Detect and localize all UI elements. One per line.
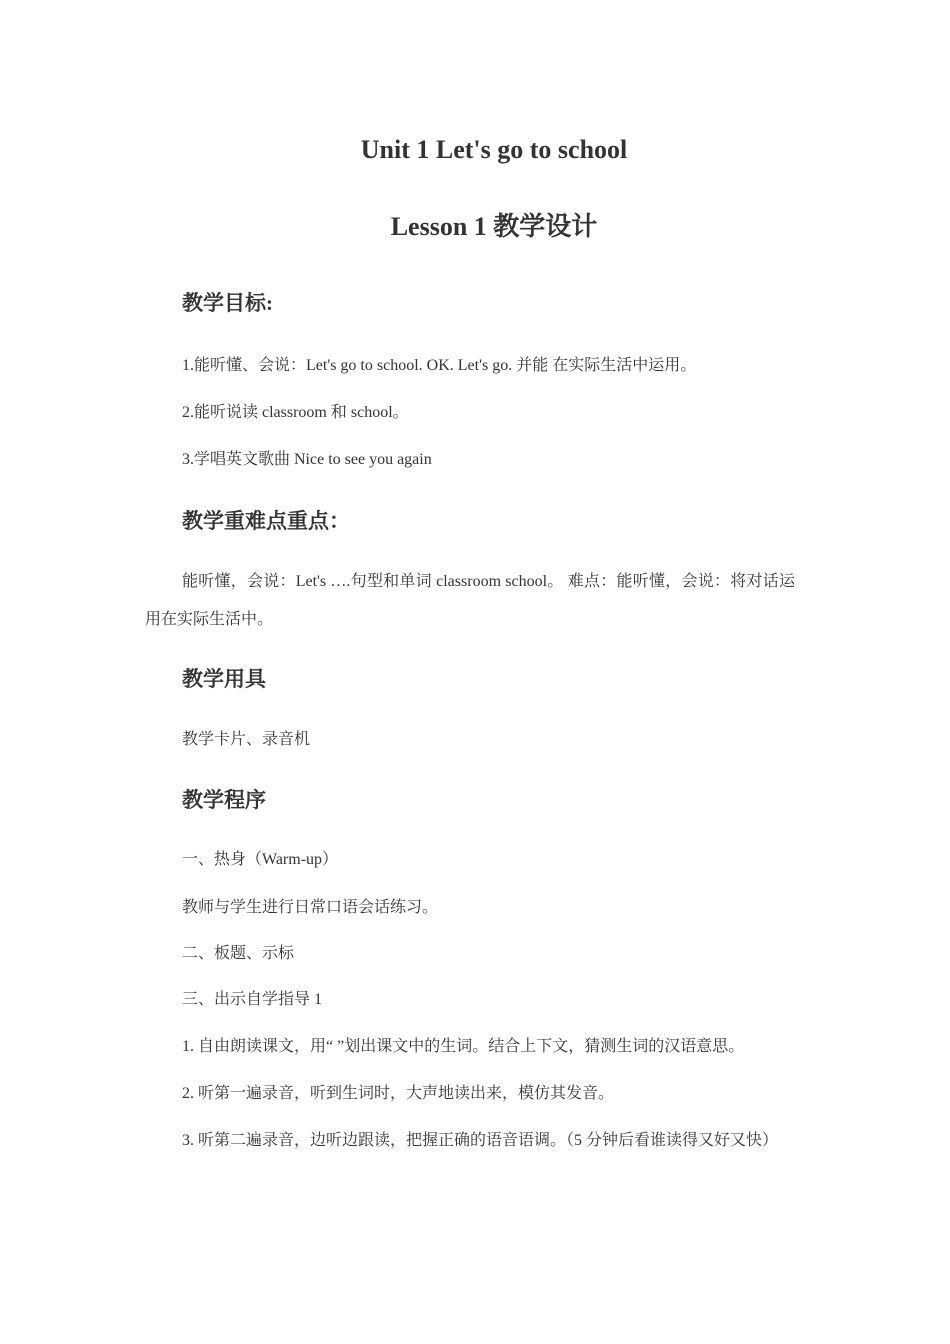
objective-item-2: 2.能听说读 classroom 和 school。 bbox=[182, 404, 409, 421]
objective-item-3: 3.学唱英文歌曲 Nice to see you again bbox=[182, 451, 432, 468]
key-points-heading: 教学重难点重点： bbox=[182, 509, 350, 533]
tools-heading: 教学用具 bbox=[182, 667, 266, 691]
objectives-heading: 教学目标: bbox=[182, 291, 273, 315]
procedure-step-2: 教师与学生进行日常口语会话练习。 bbox=[182, 899, 439, 916]
objective-item-1: 1.能听懂、会说：Let's go to school. OK. Let's go. 并能 在实际生活中运用。 bbox=[182, 357, 697, 374]
key-points-text: 能听懂，会说：Let's ….句型和单词 classroom school。 难点：能听懂，会说：将对话运用在实际生活中。 bbox=[145, 573, 795, 628]
document-title: Unit 1 Let's go to school bbox=[360, 135, 628, 164]
procedure-step-1: 一、热身（Warm-up） bbox=[182, 851, 339, 868]
procedure-step-4: 三、出示自学指导 1 bbox=[182, 991, 323, 1008]
procedure-step-7: 3. 听第二遍录音，边听边跟读，把握正确的语音语调。（5 分钟后看谁读得又好又快） bbox=[182, 1132, 779, 1149]
document-subtitle: Lesson 1 教学设计 bbox=[390, 212, 598, 241]
tools-text: 教学卡片、录音机 bbox=[182, 731, 311, 748]
procedure-heading: 教学程序 bbox=[182, 788, 266, 812]
procedure-step-5: 1. 自由朗读课文，用“ ”划出课文中的生词。结合上下文，猜测生词的汉语意思。 bbox=[182, 1038, 745, 1055]
procedure-step-3: 二、板题、示标 bbox=[182, 945, 295, 962]
procedure-step-6: 2. 听第一遍录音，听到生词时，大声地读出来，模仿其发音。 bbox=[182, 1085, 615, 1102]
